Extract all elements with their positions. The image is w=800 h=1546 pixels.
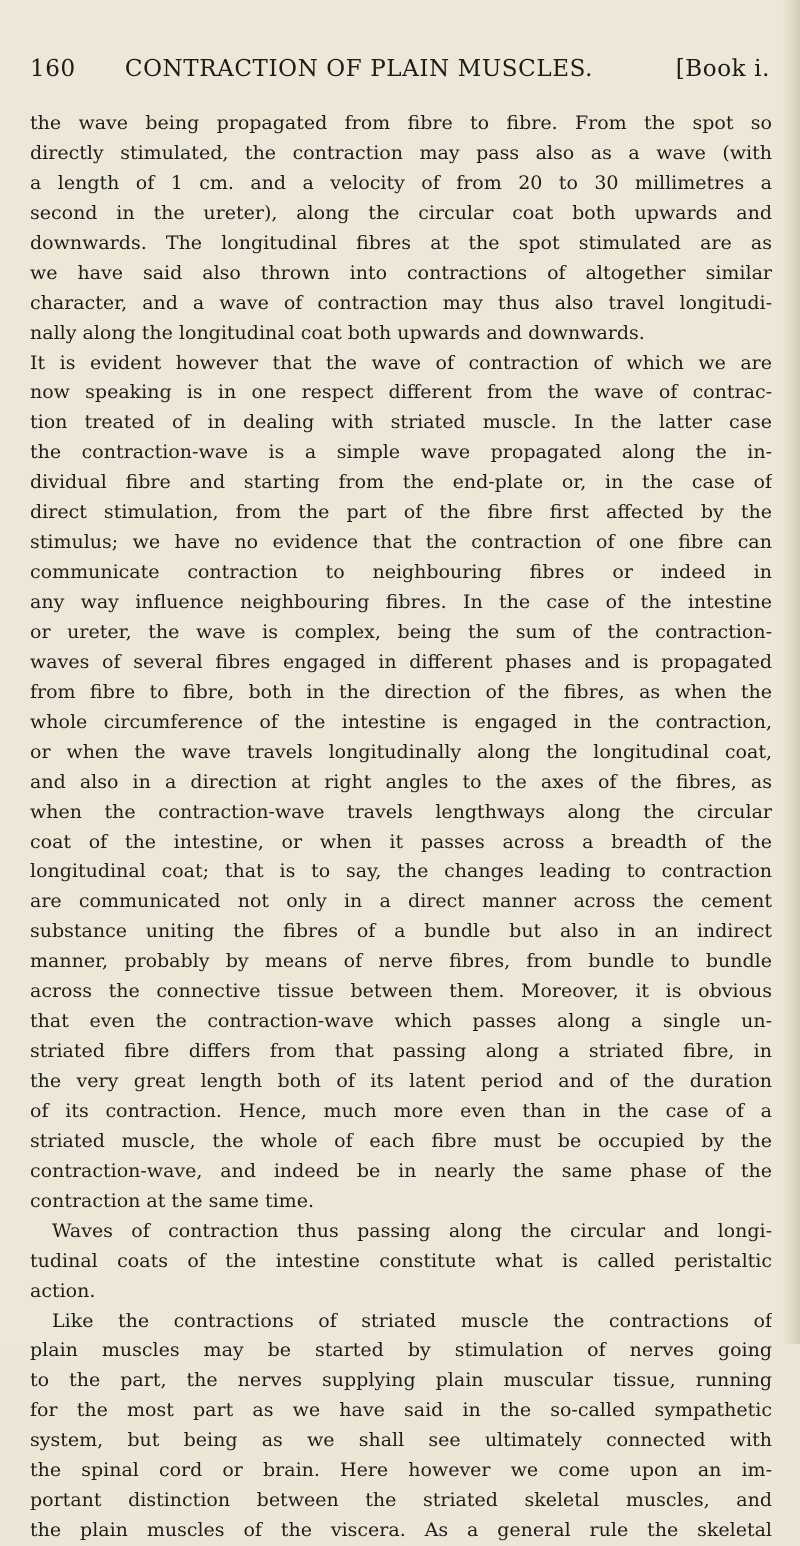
text-line: coat of the intestine, or when it passes across a breadth of the bbox=[30, 830, 772, 853]
text-line: the spinal cord or brain. Here however we come upon an im- bbox=[30, 1459, 772, 1482]
text-line: It is evident however that the wave of contraction of which we are bbox=[30, 351, 772, 374]
text-line: we have said also thrown into contractions of altogether similar bbox=[30, 261, 772, 284]
text-line: when the contraction-wave travels lengthways along the circular bbox=[30, 800, 772, 823]
text-line: striated fibre differs from that passing along a striated fibre, in bbox=[30, 1040, 772, 1063]
running-title: CONTRACTION OF PLAIN MUSCLES. bbox=[124, 56, 594, 82]
text-line: longitudinal coat; that is to say, the changes leading to contraction bbox=[30, 860, 772, 883]
text-line: direct stimulation, from the part of the fibre first affected by the bbox=[30, 501, 772, 524]
text-line: or ureter, the wave is complex, being the sum of the contraction- bbox=[30, 620, 772, 643]
text-line: or when the wave travels longitudinally along the longitudinal coat, bbox=[30, 740, 772, 763]
text-line: stimulus; we have no evidence that the contraction of one fibre can bbox=[30, 531, 772, 554]
text-line: contraction at the same time. bbox=[30, 1189, 314, 1212]
text-line: now speaking is in one respect different from the wave of contrac- bbox=[30, 381, 772, 404]
text-line: action. bbox=[30, 1279, 96, 1302]
text-line: manner, probably by means of nerve fibres, from bundle to bundle bbox=[30, 950, 772, 973]
text-line: the plain muscles of the viscera. As a general rule the skeletal bbox=[30, 1519, 772, 1542]
text-line: to the part, the nerves supplying plain muscular tissue, running bbox=[30, 1369, 772, 1392]
text-line: system, but being as we shall see ultimately connected with bbox=[30, 1429, 772, 1452]
text-line: any way influence neighbouring fibres. In the case of the intestine bbox=[30, 591, 772, 613]
text-line: Like the contractions of striated muscle the contractions of bbox=[52, 1309, 772, 1332]
text-line: dividual fibre and starting from the end-plate or, in the case of bbox=[30, 471, 772, 494]
text-line: from fibre to fibre, both in the direction of the fibres, as when the bbox=[30, 680, 772, 703]
text-line: and also in a direction at right angles to the axes of the fibres, as bbox=[30, 770, 772, 793]
text-line: tion treated of in dealing with striated muscle. In the latter case bbox=[30, 411, 772, 434]
book-reference: [Book i. bbox=[675, 56, 770, 82]
text-line: striated muscle, the whole of each fibre must be occupied by the bbox=[30, 1129, 772, 1152]
text-line: tudinal coats of the intestine constitute what is called peristaltic bbox=[30, 1249, 772, 1272]
text-line: directly stimulated, the contraction may pass also as a wave (with bbox=[30, 141, 772, 164]
text-line: plain muscles may be started by stimulation of nerves going bbox=[30, 1339, 772, 1362]
text-line: second in the ureter), along the circular coat both upwards and bbox=[30, 201, 772, 224]
text-line: the very great length both of its latent period and of the duration bbox=[30, 1070, 772, 1092]
body-text bbox=[30, 109, 772, 1546]
text-line: across the connective tissue between them. Moreover, it is obvious bbox=[30, 980, 772, 1003]
text-line: for the most part as we have said in the so-called sympathetic bbox=[30, 1399, 772, 1422]
text-line: the wave being propagated from fibre to fibre. From the spot so bbox=[30, 112, 772, 134]
text-line: nally along the longitudinal coat both upwards and downwards. bbox=[30, 321, 645, 344]
text-line: contraction-wave, and indeed be in nearly the same phase of the bbox=[30, 1159, 772, 1182]
text-line: downwards. The longitudinal fibres at the spot stimulated are as bbox=[30, 231, 772, 254]
text-line: portant distinction between the striated skeletal muscles, and bbox=[30, 1489, 772, 1512]
page-header bbox=[30, 56, 770, 96]
text-line: are communicated not only in a direct manner across the cement bbox=[30, 890, 772, 913]
text-line: of its contraction. Hence, much more even than in the case of a bbox=[30, 1099, 772, 1122]
text-line: the contraction-wave is a simple wave propagated along the in- bbox=[30, 441, 772, 464]
text-line: waves of several fibres engaged in different phases and is propagated bbox=[30, 650, 772, 673]
text-line: substance uniting the fibres of a bundle but also in an indirect bbox=[30, 920, 772, 943]
text-line: character, and a wave of contraction may thus also travel longitudi- bbox=[30, 291, 772, 314]
text-line: communicate contraction to neighbouring fibres or indeed in bbox=[30, 561, 772, 584]
text-line: that even the contraction-wave which passes along a single un- bbox=[30, 1010, 772, 1033]
text-line: a length of 1 cm. and a velocity of from 20 to 30 millimetres a bbox=[30, 171, 772, 194]
page-edge-shadow bbox=[782, 0, 800, 1344]
text-line: whole circumference of the intestine is engaged in the contraction, bbox=[30, 710, 772, 733]
text-line: Waves of contraction thus passing along the circular and longi- bbox=[52, 1219, 772, 1242]
page-number: 160 bbox=[30, 56, 76, 82]
